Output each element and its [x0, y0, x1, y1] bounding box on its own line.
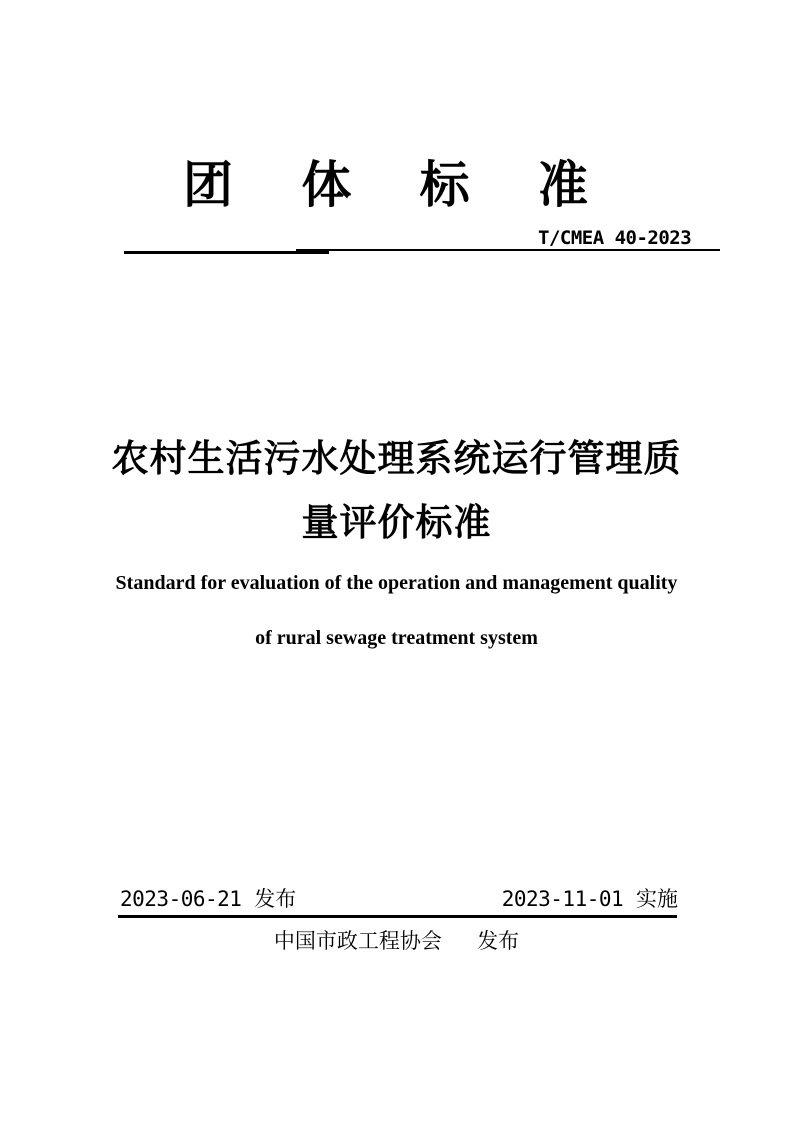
header-rule-left-segment	[124, 251, 329, 254]
issue-date-label: 发布	[254, 888, 297, 911]
header-rule-right-segment	[296, 249, 720, 251]
doc-type-char-3: 标	[419, 157, 470, 213]
doc-type-char-4: 准	[537, 157, 588, 213]
implementation-date-label: 实施	[636, 888, 678, 911]
implementation-date	[502, 888, 678, 911]
standard-number: T/CMEA 40-2023	[538, 227, 692, 249]
title-en-line2: of rural sewage treatment system	[255, 627, 538, 649]
title-cn-line2: 量评价标准	[301, 502, 492, 543]
doc-type-title	[183, 157, 588, 213]
publisher-name: 中国市政工程协会	[273, 929, 442, 953]
doc-type-char-1: 团	[183, 157, 233, 213]
title-cn-line1: 农村生活污水处理系统运行管理质	[111, 438, 682, 479]
footer-rule	[118, 915, 677, 918]
publisher-action: 发布	[477, 929, 520, 953]
title-en-line1: Standard for evaluation of the operation and management quality	[115, 572, 678, 594]
issue-date	[120, 888, 296, 911]
dates-row	[120, 888, 678, 911]
doc-type-char-2: 体	[301, 157, 352, 213]
publisher-line	[0, 930, 793, 952]
implementation-date-value: 2023-11-01	[501, 887, 624, 911]
issue-date-value: 2023-06-21	[120, 887, 242, 911]
